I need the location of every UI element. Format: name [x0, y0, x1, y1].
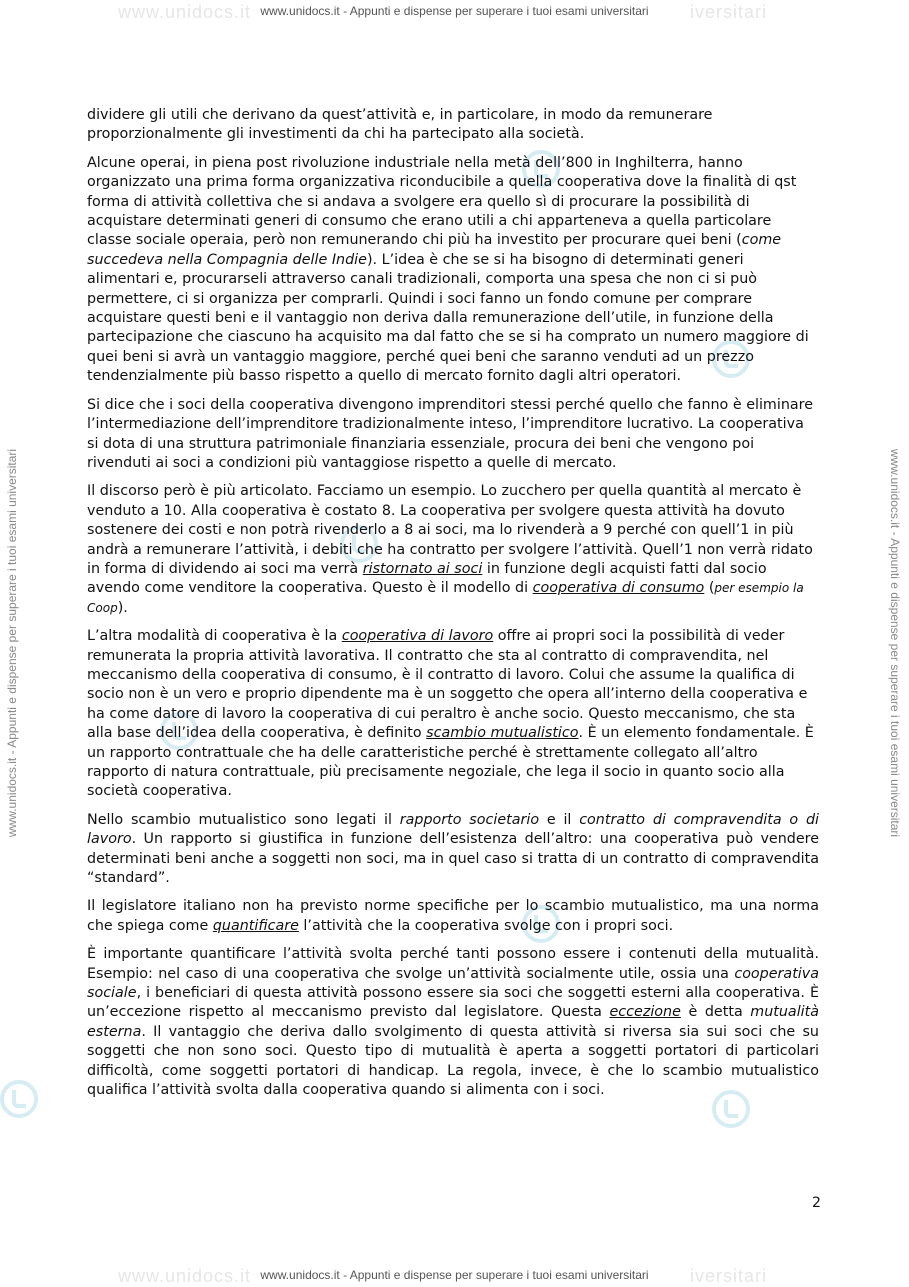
emphasis-text: quantificare: [212, 917, 299, 934]
paragraph: [87, 154, 819, 387]
paragraph-text: ).: [117, 599, 128, 616]
paragraph-text: Il discorso però è più articolato. Facciamo un esempio. Lo zucchero per quella quantità al mercato è venduto a 10. Alla cooperativa è costato 8. La cooperativa per svolgere questa attività ha dovuto sostenere dei costi e non potrà rivenderlo a 8 ai soci, ma lo rivenderà a 9 perché con quell’1 in più andrà a remunerare l’attività, i debiti che ha contratto per svolgere l’attività. Quell’1 non verrà ridato in forma di dividendo ai soci ma verrà: [87, 483, 813, 577]
paragraph-text: e il: [539, 811, 580, 828]
emphasis-text: per esempio la Coop: [87, 581, 804, 615]
paragraph-text: , i beneficiari di questa attività possono essere sia soci che soggetti esterni alla cooperativa. È un’eccezione rispetto al meccanismo previsto dal legislatore. Questa: [87, 985, 819, 1021]
watermark-ghost-bottom-right: iversitari: [690, 1266, 768, 1286]
emphasis-text: scambio mutualistico: [426, 725, 579, 742]
paragraph-text: Si dice che i soci della cooperativa divengono imprenditori stessi perché quello che fanno è eliminare l’intermediazione dell’imprenditore tradizionalmente inteso, l’imprenditore lucrativo. La cooperativa si dota di una struttura patrimoniale finanziaria essenziale, procura dei beni che vengono poi rivenduti ai soci a condizioni più vantaggiose rispetto a quelle di mercato.: [87, 396, 814, 471]
paragraph-text: . È un elemento fondamentale. È un rapporto contrattuale che ha delle caratteristiche perché è strettamente collegato all’altro rapporto di natura contrattuale, più precisamente negoziale, che lega il socio in quanto socio alla società cooperativa.: [87, 725, 814, 800]
watermark-left-side[interactable]: www.unidocs.it - Appunti e dispense per superare i tuoi esami universitari: [5, 448, 19, 838]
paragraph-text: Nello scambio mutualistico sono legati il: [87, 811, 400, 828]
page-content: [87, 106, 819, 1110]
paragraph: [87, 106, 819, 145]
emphasis-text: cooperativa di lavoro: [341, 628, 494, 645]
paragraph-text: l’attività che la cooperativa svolge con i propri soci.: [298, 917, 674, 934]
paragraph: [87, 396, 819, 474]
watermark-ghost-top: www.unidocs.it: [118, 2, 252, 22]
emphasis-text: cooperativa di consumo: [532, 580, 705, 597]
paragraph: [87, 627, 819, 802]
emphasis-text: mutualità esterna: [87, 1004, 820, 1040]
paragraph-text: . Un rapporto si giustifica in funzione dell’esistenza dell’altro: una cooperativa può vendere determinati beni anche a soggetti non soci, ma in quel caso si tratta di un contratto di compravendita “standard”.: [87, 831, 819, 887]
paragraph-text: ). L’idea è che se si ha bisogno di determinati generi alimentari e, procurarseli attraverso canali tradizionali, comporta una spesa che non ci si può permettere, ci si organizza per comprarli. Quindi i soci fanno un fondo comune per comprare acquistare questi beni e il vantaggio non deriva dalla remunerazione dell’utile, in funzione della partecipazione che ciascuno ha acquisito ma dal fatto che se si ha comprato un numero maggiore di quei beni si avrà un vantaggio maggiore, perché quei beni che saranno venduti ad un prezzo tendenzialmente più basso rispetto a quello di mercato fornito dagli altri operatori.: [87, 251, 809, 385]
watermark-bottom[interactable]: www.unidocs.it - Appunti e dispense per superare i tuoi esami universitari: [260, 1268, 649, 1282]
paragraph: [87, 897, 819, 936]
paragraph-text: dividere gli utili che derivano da quest’attività e, in particolare, in modo da remunerare proporzionalmente gli investimenti da chi ha partecipato alla società.: [87, 107, 713, 143]
watermark-top[interactable]: www.unidocs.it - Appunti e dispense per superare i tuoi esami universitari: [260, 4, 649, 18]
watermark-right-side[interactable]: www.unidocs.it - Appunti e dispense per superare i tuoi esami universitari: [888, 448, 902, 838]
paragraph-text: in funzione degli acquisti fatti dal socio avendo come venditore la cooperativa. Questo è il modello di: [87, 560, 767, 597]
watermark-ghost-top-right: iversitari: [690, 2, 768, 22]
paragraph: [87, 482, 819, 618]
paragraph-text: offre ai propri soci la possibilità di veder remunerata la propria attività lavorativa. Il contratto che sta al contratto di compravendita, nel meccanismo della cooperativa di consumo, è il contratto di lavoro. Colui che assume la qualifica di socio non è un vero e proprio dipendente ma è un soggetto che opera all’interno della cooperativa e ha come datore di lavoro la cooperativa di cui peraltro è anche socio. Questo meccanismo, che sta alla base dell’idea della cooperativa, è definito: [87, 628, 808, 742]
emphasis-text: contratto di compravendita o di lavoro: [87, 811, 819, 848]
emphasis-text: eccezione: [609, 1004, 681, 1021]
paragraph: [87, 811, 819, 889]
emphasis-text: rapporto societario: [399, 811, 540, 828]
paragraph-text: (: [704, 580, 715, 597]
emphasis-text: come succedeva nella Compagnia delle Indie: [87, 232, 782, 268]
paragraph: [87, 945, 819, 1100]
page-number: 2: [812, 1195, 821, 1211]
watermark-ghost-bottom: www.unidocs.it: [118, 1266, 252, 1286]
emphasis-text: cooperativa sociale: [87, 965, 819, 1002]
paragraph-text: Alcune operai, in piena post rivoluzione industriale nella metà dell’800 in Inghilterra, hanno organizzato una prima forma organizzativa riconducibile a quella cooperativa dove la finalità di qst forma di attività collettiva che si andava a svolgere era quello sì di procurare la possibilità di acquistare determinati generi di consumo che erano utili a chi apparteneva a quella particolare classe sociale operaia, però non remunerando chi più ha investito per procurare quei beni (: [87, 154, 797, 249]
unidocs-logo-icon: [0, 1080, 38, 1118]
paragraph-text: È importante quantificare l’attività svolta perché tanti possono essere i contenuti della mutualità. Esempio: nel caso di una cooperativa che svolge un’attività socialmente utile, ossia una: [87, 946, 819, 982]
paragraph-text: . Il vantaggio che deriva dallo svolgimento di questa attività si riversa sia sui soci che su soggetti che non sono soci. Questo tipo di mutualità è aperta a soggetti portatori di particolari difficoltà, come soggetti portatori di handicap. La regola, invece, è che lo scambio mutualistico qualifica l’attività svolta dalla cooperativa quando si alimenta con i soci.: [87, 1023, 819, 1099]
paragraph-text: è detta: [680, 1004, 751, 1021]
emphasis-text: ristornato ai soci: [362, 560, 483, 577]
paragraph-text: Il legislatore italiano non ha previsto norme specifiche per lo scambio mutualistico, ma una norma che spiega come: [87, 898, 819, 934]
paragraph-text: L’altra modalità di cooperativa è la: [87, 628, 342, 645]
